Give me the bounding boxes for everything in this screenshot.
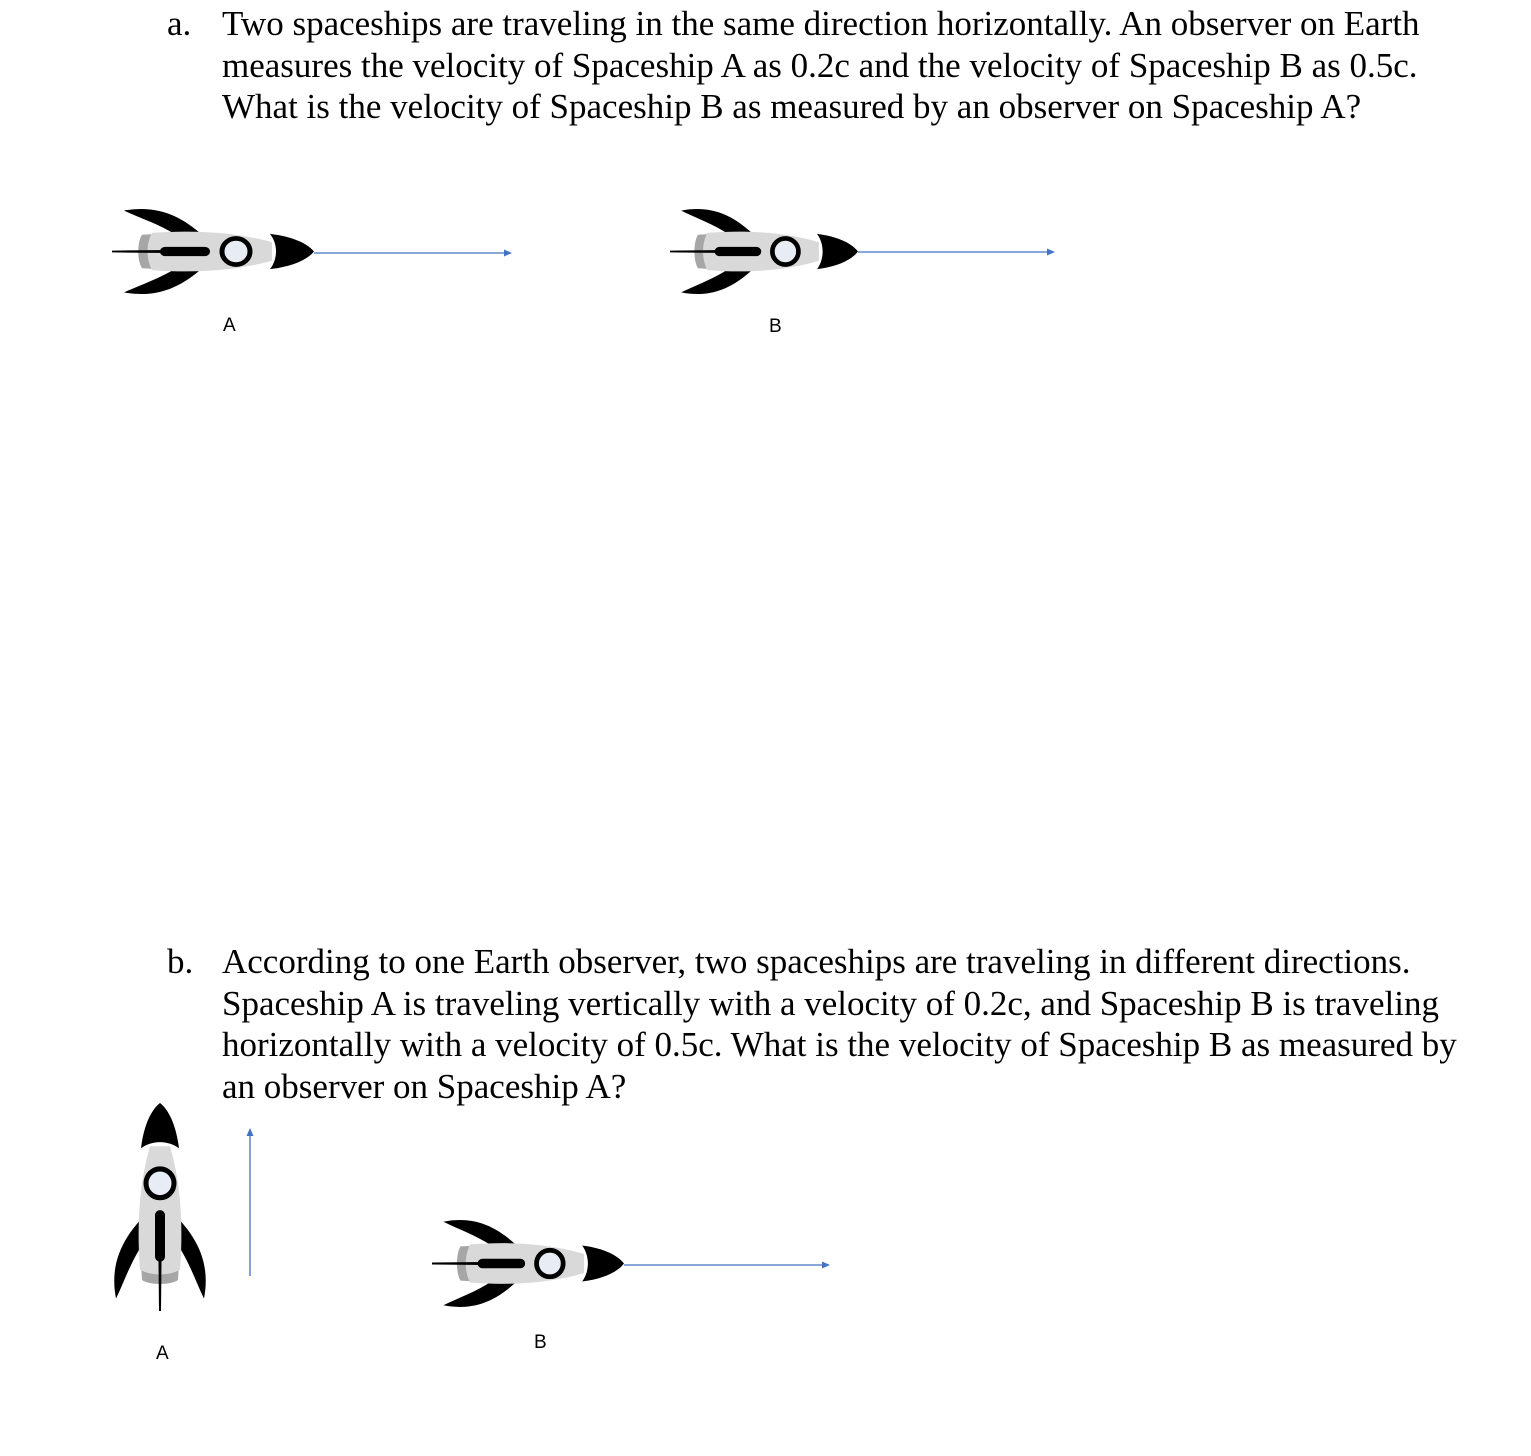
question-b-line-3: horizontally with a velocity of 0.5c. What is the velocity of Spaceship B as measured by: [222, 1025, 1457, 1064]
ship-label-a: A: [223, 315, 236, 336]
ship-label-b: B: [769, 316, 782, 337]
ship-label-b-horizontal: B: [534, 1332, 547, 1353]
question-a-line-2: measures the velocity of Spaceship A as 0.2c and the velocity of Spaceship B as 0.5c.: [222, 45, 1418, 85]
question-b-line-2: Spaceship A is traveling vertically with a velocity of 0.2c, and Spaceship B is traveling: [222, 983, 1439, 1023]
question-b-line-1: According to one Earth observer, two spaceships are traveling in different directions.: [222, 942, 1411, 981]
ship-label-a-vertical: A: [156, 1343, 169, 1364]
question-a-marker: a.: [167, 4, 192, 43]
question-b-marker: b.: [167, 942, 194, 981]
question-b-line-4: an observer on Spaceship A?: [222, 1066, 627, 1106]
question-a-line-3: What is the velocity of Spaceship B as measured by an observer on Spaceship A?: [222, 87, 1362, 126]
question-a-line-1: Two spaceships are traveling in the same direction horizontally. An observer on Earth: [222, 4, 1420, 43]
